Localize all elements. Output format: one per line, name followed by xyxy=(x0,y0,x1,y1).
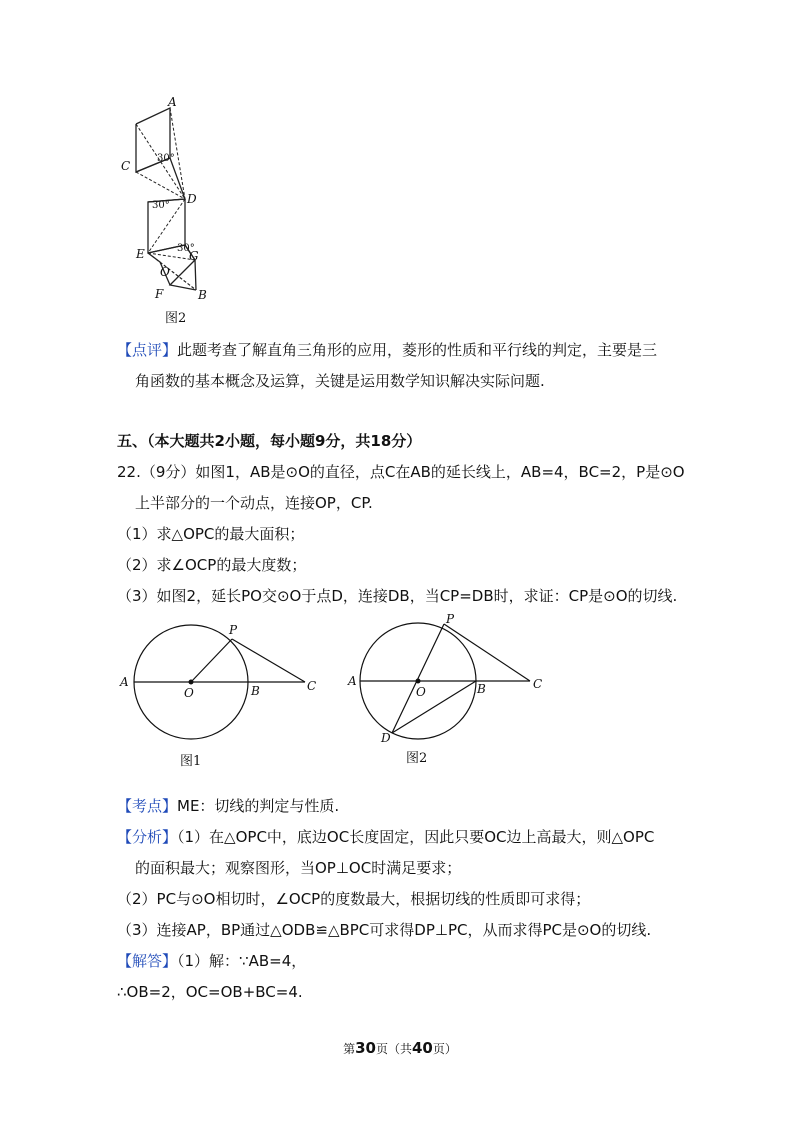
comment-tag: 【点评】 xyxy=(117,341,178,359)
fenxi-line-2: 的面积最大；观察图形，当OP⊥OC时满足要求； xyxy=(135,859,462,877)
label-P: P xyxy=(446,612,455,626)
comment-line-2: 角函数的基本概念及运算，关键是运用数学知识解决实际问题. xyxy=(135,372,545,390)
label-P: P xyxy=(229,623,238,637)
section-title: 五、（本大题共2小题，每小题9分，共18分） xyxy=(117,432,422,450)
jieda-line-1: 【解答】（1）解：∵AB=4， xyxy=(117,952,307,970)
angle-label-3: 30° xyxy=(177,243,195,254)
label-G: G xyxy=(189,249,199,263)
fenxi-line-3: （2）PC与⊙O相切时，∠OCP的度数最大，根据切线的性质即可求得； xyxy=(117,890,591,908)
figure-caption: 图2 xyxy=(165,311,187,326)
label-A: A xyxy=(168,95,177,109)
figure-2-caption: 图2 xyxy=(406,751,428,766)
label-O: O xyxy=(416,685,426,699)
fenxi-line-4: （3）连接AP，BP通过△ODB≌△BPC可求得DP⊥PC，从而求得PC是⊙O的切线. xyxy=(117,921,652,939)
label-C: C xyxy=(121,159,131,173)
label-D: D xyxy=(381,731,391,745)
kaodian-line: 【考点】ME：切线的判定与性质. xyxy=(117,797,340,815)
question-2: （2）求∠OCP的最大度数； xyxy=(117,556,307,574)
rhombus-chain-figure xyxy=(115,92,225,304)
problem-line-2: 上半部分的一个动点，连接OP，CP. xyxy=(135,494,373,512)
question-1: （1）求△OPC的最大面积； xyxy=(117,525,305,543)
circle-figure-1 xyxy=(115,620,325,745)
label-A: A xyxy=(348,674,357,688)
label-A: A xyxy=(120,675,129,689)
page-total: 40 xyxy=(412,1039,433,1057)
question-3: （3）如图2，延长PO交⊙O于点D，连接DB，当CP=DB时，求证：CP是⊙O的切线. xyxy=(117,587,678,605)
fenxi-tag: 【分析】 xyxy=(117,828,178,846)
circle-figure-2 xyxy=(345,610,550,745)
angle-label-2: 30° xyxy=(152,200,170,211)
kaodian-tag: 【考点】 xyxy=(117,797,178,815)
label-B: B xyxy=(198,288,207,302)
label-O: O xyxy=(184,686,194,700)
fenxi-line-1: 【分析】（1）在△OPC中，底边OC长度固定，因此只要OC边上高最大，则△OPC xyxy=(117,828,655,846)
figure-1-caption: 图1 xyxy=(180,754,202,769)
label-C: C xyxy=(307,679,317,693)
label-F: F xyxy=(155,287,164,301)
label-B: B xyxy=(251,684,260,698)
jieda-tag: 【解答】 xyxy=(117,952,178,970)
label-O: O xyxy=(160,265,170,279)
page-number: 30 xyxy=(355,1039,376,1057)
jieda-line-2: ∴OB=2，OC=OB+BC=4. xyxy=(117,983,303,1001)
label-C: C xyxy=(533,677,543,691)
label-B: B xyxy=(477,682,486,696)
label-D: D xyxy=(187,192,197,206)
problem-line-1: 22.（9分）如图1，AB是⊙O的直径，点C在AB的延长线上，AB=4，BC=2，P是⊙O xyxy=(117,463,685,481)
angle-label-1: 30° xyxy=(157,153,175,164)
label-E: E xyxy=(136,247,145,261)
page-footer: 第30页（共40页） xyxy=(343,1039,457,1057)
comment-line-1: 【点评】此题考查了解直角三角形的应用，菱形的性质和平行线的判定，主要是三 xyxy=(117,341,658,359)
